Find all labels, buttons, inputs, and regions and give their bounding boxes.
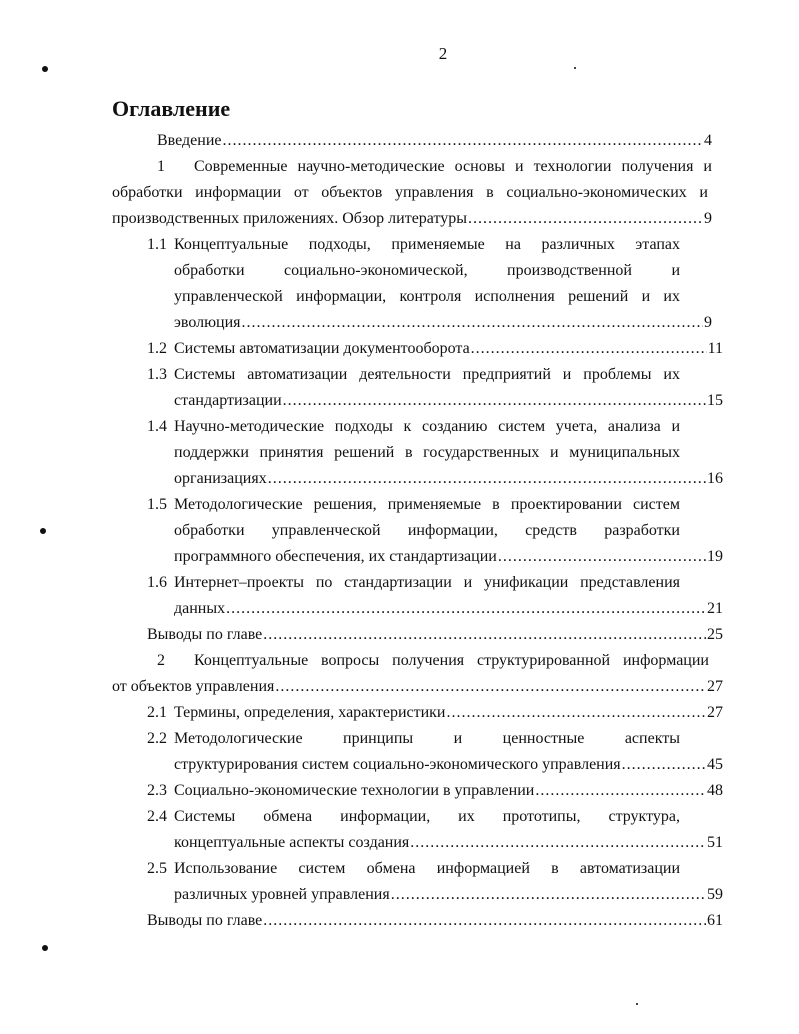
toc-line-last <box>174 882 723 908</box>
toc-line-last <box>174 388 723 414</box>
toc-leader-dots <box>410 830 706 849</box>
toc-leader-dots <box>263 622 706 641</box>
toc-label: Системы автоматизации документооборота <box>174 340 470 357</box>
toc-leader-dots <box>468 206 703 225</box>
toc-page: 9 <box>704 314 712 331</box>
toc-line: Системы автоматизации деятельности предприятий и проблемы их <box>174 366 680 383</box>
toc-page: 27 <box>707 704 723 721</box>
toc-label: организациях <box>174 470 267 487</box>
toc-entry-1-3[interactable] <box>147 362 723 414</box>
toc-number: 1.1 <box>147 236 167 253</box>
toc-line: Методологические решения, применяемые в проектировании систем <box>174 496 680 513</box>
toc-entry-2-2[interactable] <box>147 726 723 778</box>
toc-number: 2.2 <box>147 730 167 747</box>
toc-entry-2-3[interactable] <box>147 778 723 804</box>
toc-line: обработки управленческой информации, средств разработки <box>174 522 680 539</box>
toc-line-last <box>174 752 723 778</box>
binder-hole-mark <box>42 945 48 951</box>
toc-page: 9 <box>704 210 712 227</box>
toc-line-last <box>174 466 723 492</box>
toc-page: 27 <box>707 678 723 695</box>
toc-number: 1.6 <box>147 574 167 591</box>
toc-leader-dots <box>242 310 703 329</box>
toc-number: 1.2 <box>147 340 167 357</box>
toc-leader-dots <box>498 544 706 563</box>
toc-line: управленческой информации, контроля исполнения решений и их <box>174 288 680 305</box>
toc-number: 2.3 <box>147 782 167 799</box>
toc-page: 59 <box>707 886 723 903</box>
toc-line: Системы обмена информации, их прототипы, структура, <box>174 808 680 825</box>
toc-label: Термины, определения, характеристики <box>174 704 446 721</box>
toc-label: Выводы по главе <box>147 626 263 643</box>
toc-page: 48 <box>707 782 723 799</box>
toc-label: структурирования систем социально-экономического управления <box>174 756 621 773</box>
toc-page: 51 <box>707 834 723 851</box>
toc-page: 15 <box>707 392 723 409</box>
toc-entry-chapter-2[interactable] <box>112 648 723 700</box>
toc-number: 2.1 <box>147 704 167 721</box>
toc-number: 1.4 <box>147 418 167 435</box>
toc-label: данных <box>174 600 226 617</box>
toc-page: 16 <box>707 470 723 487</box>
toc-line-last <box>174 544 723 570</box>
toc-entry-1-5[interactable] <box>147 492 723 570</box>
toc-number: 2.4 <box>147 808 167 825</box>
toc-label: эволюция <box>174 314 241 331</box>
toc-leader-dots <box>268 466 706 485</box>
toc-page: 61 <box>707 912 723 929</box>
toc-line: обработки информации от объектов управления в социально-экономических и <box>112 184 708 201</box>
toc-label: различных уровней управления <box>174 886 390 903</box>
toc-line: Концептуальные подходы, применяемые на различных этапах <box>174 236 680 253</box>
toc-line-last <box>112 674 723 700</box>
toc-line-last <box>174 596 723 622</box>
toc-line-last <box>174 336 723 362</box>
toc-line: обработки социально-экономической, производственной и <box>174 262 680 279</box>
toc-label: от объектов управления <box>112 678 275 695</box>
toc-page: 19 <box>707 548 723 565</box>
toc-line: Современные научно-методические основы и технологии получения и <box>194 158 712 175</box>
toc-leader-dots <box>275 674 706 693</box>
toc-page: 45 <box>707 756 723 773</box>
binder-hole-mark <box>42 66 48 72</box>
scan-speck <box>636 1003 638 1005</box>
toc-number: 2.5 <box>147 860 167 877</box>
toc-number: 1.3 <box>147 366 167 383</box>
toc-line: Интернет–проекты по стандартизации и унификации представления <box>174 574 680 591</box>
toc-entry-2-4[interactable] <box>147 804 723 856</box>
toc-entry-1-1[interactable] <box>147 232 712 336</box>
toc-leader-dots <box>263 908 706 927</box>
toc-line-last <box>174 830 723 856</box>
toc-entry-2-1[interactable] <box>147 700 723 726</box>
binder-hole-mark <box>40 528 46 534</box>
toc-line: Использование систем обмена информацией в автоматизации <box>174 860 680 877</box>
toc-line-last <box>112 206 712 232</box>
toc-entry-conclusions-1[interactable] <box>147 622 723 648</box>
page-title: Оглавление <box>112 96 231 121</box>
toc-entry-2-5[interactable] <box>147 856 723 908</box>
toc-line: поддержки принятия решений в государственных и муниципальных <box>174 444 680 461</box>
toc-leader-dots <box>471 336 707 355</box>
toc-leader-dots <box>223 128 704 147</box>
toc-leader-dots <box>283 388 706 407</box>
toc-leader-dots <box>622 752 706 771</box>
scan-speck <box>574 67 576 69</box>
toc-number: 2 <box>157 652 165 669</box>
toc-entry-1-6[interactable] <box>147 570 723 622</box>
toc-page: 11 <box>707 340 723 357</box>
toc-page: 21 <box>707 600 723 617</box>
toc-entry-conclusions-2[interactable] <box>147 908 723 934</box>
toc-label: концептуальные аспекты создания <box>174 834 410 851</box>
toc-label: стандартизации <box>174 392 282 409</box>
toc-line: Концептуальные вопросы получения структурированной информации <box>194 652 709 669</box>
toc-leader-dots <box>535 778 706 797</box>
toc-label: программного обеспечения, их стандартизации <box>174 548 497 565</box>
toc-leader-dots <box>226 596 706 615</box>
toc-line: Научно-методические подходы к созданию систем учета, анализа и <box>174 418 680 435</box>
toc-line-last <box>174 778 723 804</box>
toc-entry-intro[interactable] <box>157 128 712 154</box>
toc-entry-1-2[interactable] <box>147 336 723 362</box>
toc-label: производственных приложениях. Обзор литературы <box>112 210 468 227</box>
toc-entry-1-4[interactable] <box>147 414 723 492</box>
toc-page: 4 <box>704 132 712 149</box>
toc-page: 25 <box>707 626 723 643</box>
toc-entry-chapter-1[interactable] <box>112 154 712 232</box>
toc-label: Выводы по главе <box>147 912 263 929</box>
page-number: 2 <box>438 44 448 63</box>
toc-leader-dots <box>447 700 707 719</box>
toc-leader-dots <box>391 882 706 901</box>
toc-number: 1.5 <box>147 496 167 513</box>
toc-number: 1 <box>157 158 165 175</box>
toc-line: Методологические принципы и ценностные аспекты <box>174 730 680 747</box>
toc-label: Введение <box>157 132 222 149</box>
toc-line-last <box>174 700 723 726</box>
toc-line-last <box>174 310 712 336</box>
toc-label: Социально-экономические технологии в управлении <box>174 782 535 799</box>
